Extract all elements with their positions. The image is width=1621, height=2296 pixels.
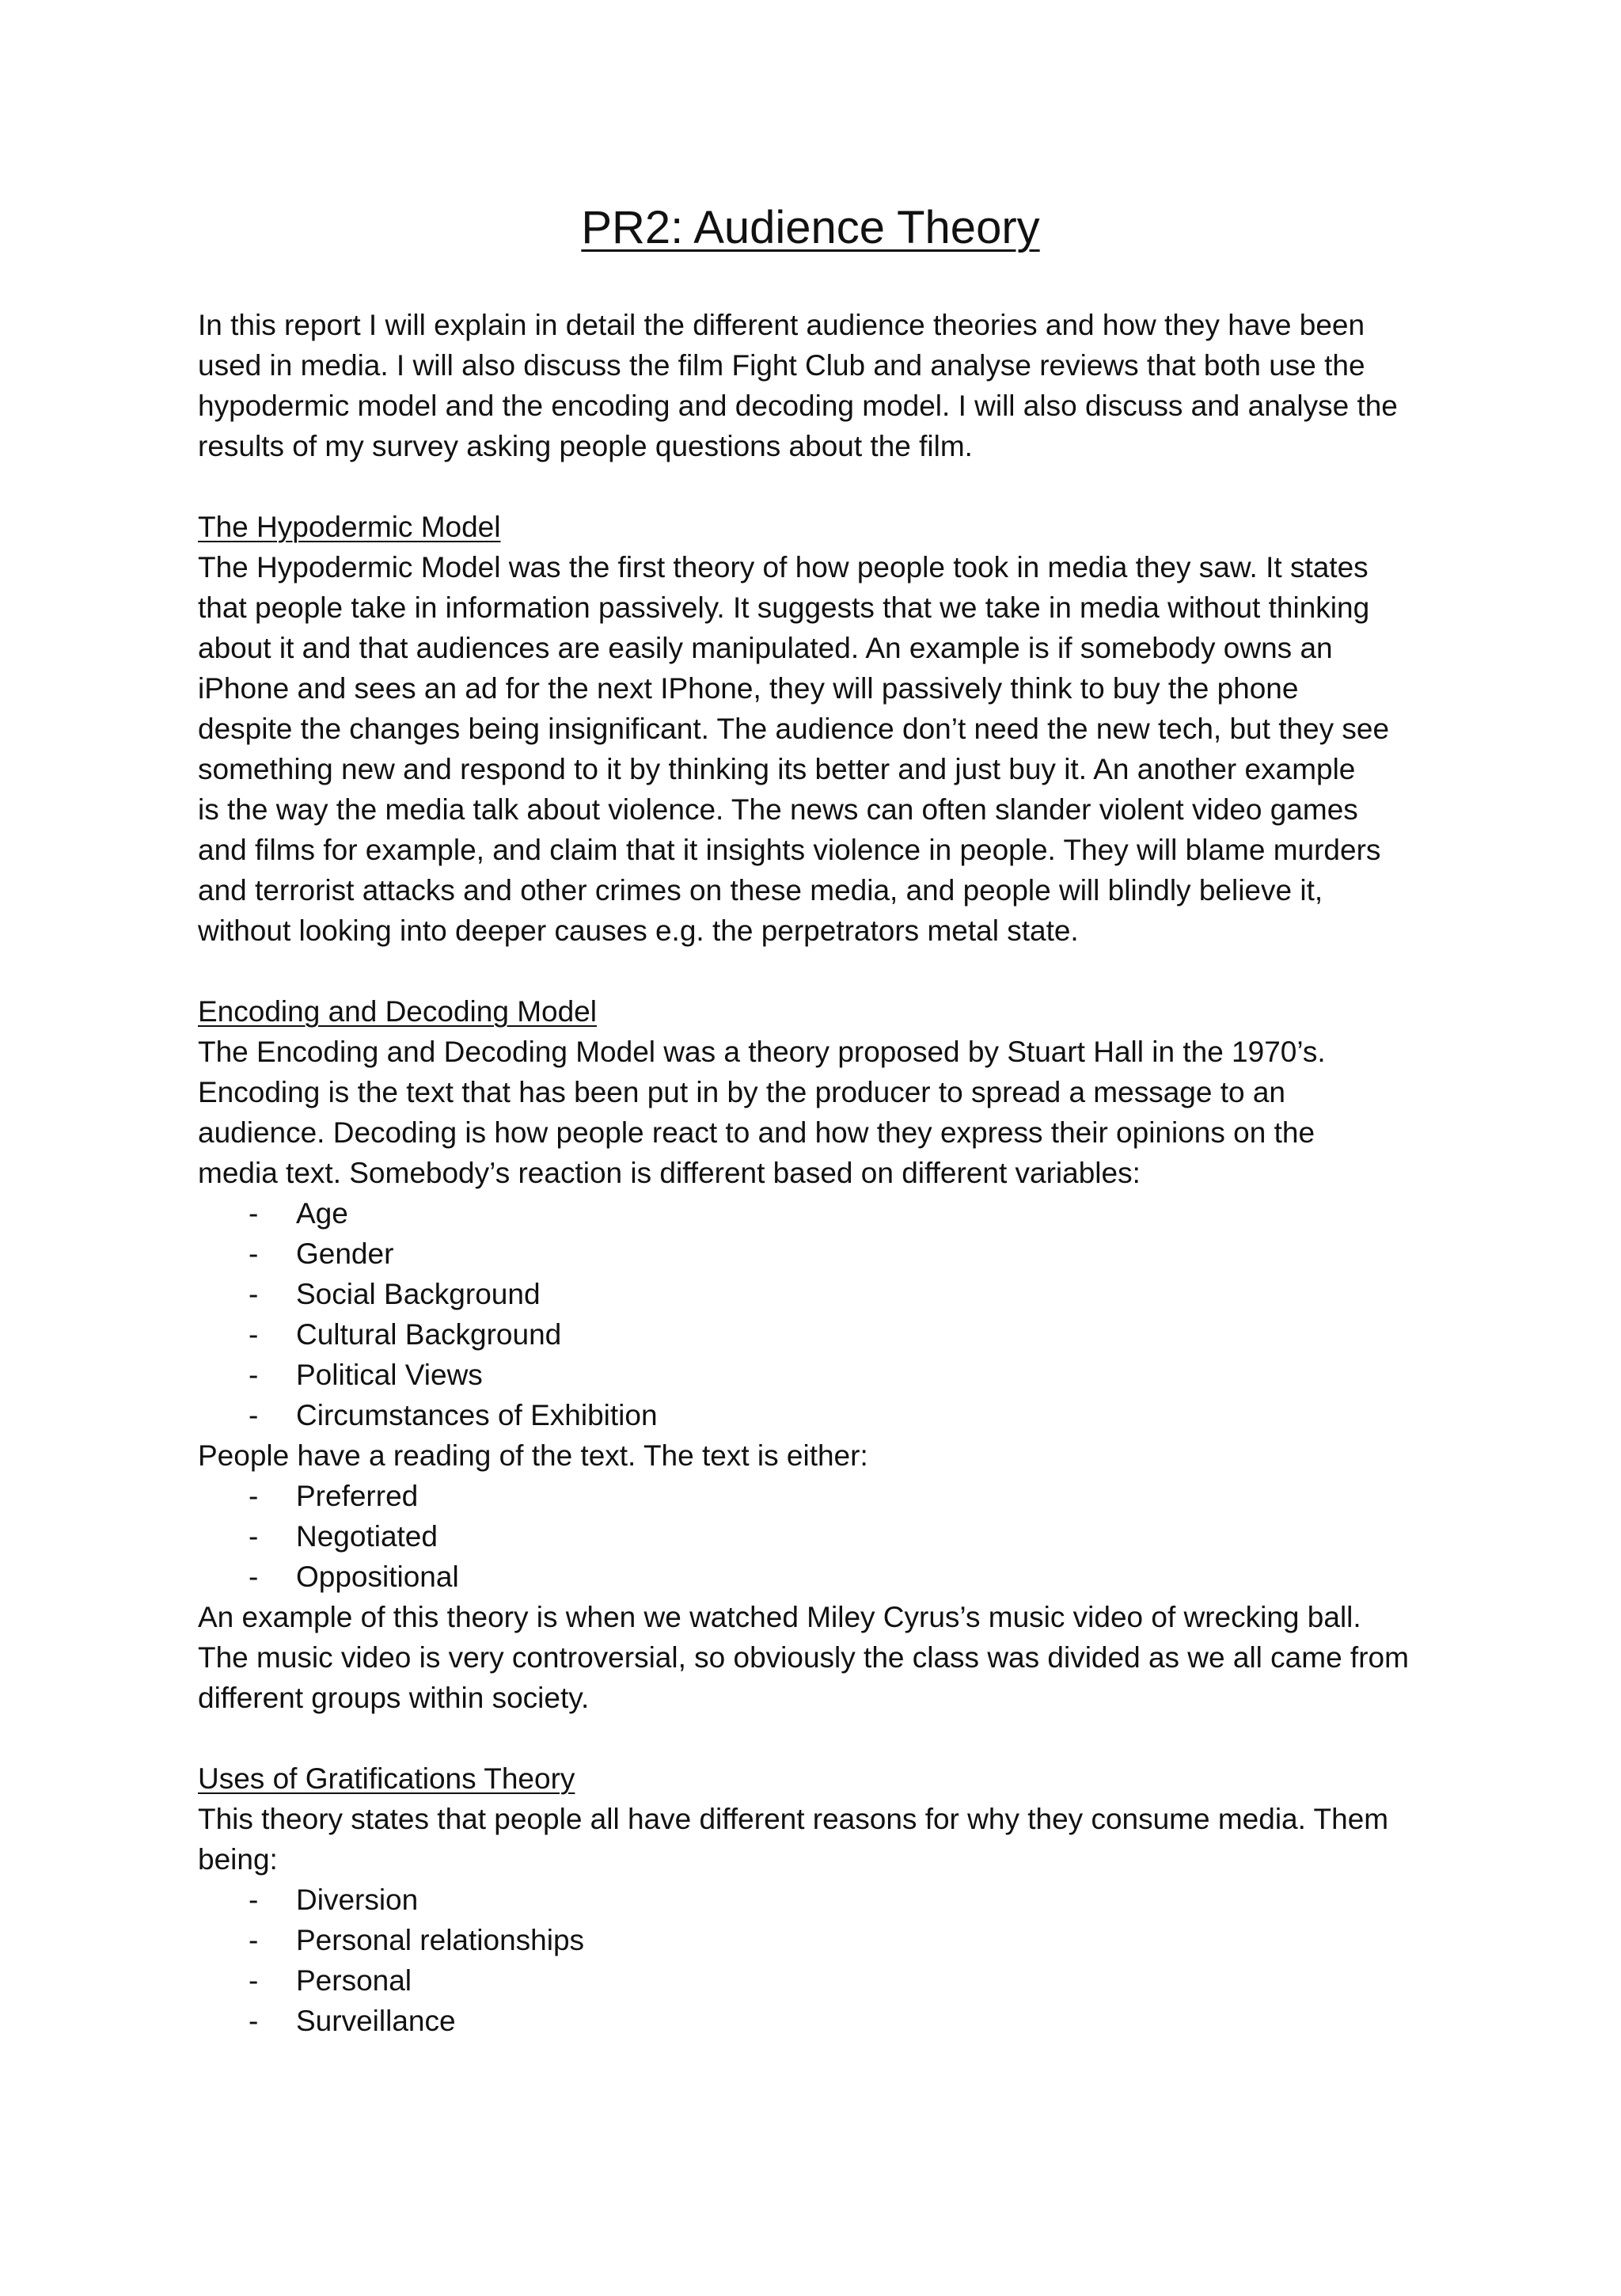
page-title: PR2: Audience Theory — [581, 202, 1040, 253]
text-line: media text. Somebody’s reaction is different based on different variables: — [198, 1157, 1141, 1189]
list-item — [198, 1476, 1441, 1516]
hypodermic-section — [198, 507, 1441, 951]
text-line: Encoding is the text that has been put in by the producer to spread a message to an — [198, 1076, 1286, 1108]
dash-marker: - — [249, 1399, 259, 1431]
list-item-label: Political Views — [296, 1359, 483, 1391]
dash-marker: - — [249, 1964, 259, 1997]
text-line: In this report I will explain in detail the different audience theories and how they have been — [198, 309, 1365, 341]
text-line: This theory states that people all have different reasons for why they consume media. Them — [198, 1803, 1389, 1835]
list-item-label: Social Background — [296, 1278, 541, 1310]
text-line: is the way the media talk about violence. The news can often slander violent video games — [198, 793, 1358, 826]
list-item — [198, 2001, 1441, 2041]
text-line: despite the changes being insignificant. The audience don’t need the new tech, but they see — [198, 713, 1390, 745]
text-line: iPhone and sees an ad for the next IPhone, they will passively think to buy the phone — [198, 672, 1299, 705]
text-line: something new and respond to it by thinking its better and just buy it. An another example — [198, 753, 1356, 785]
section-heading: Encoding and Decoding Model — [198, 995, 597, 1028]
dash-marker: - — [249, 1318, 259, 1351]
text-line: The Hypodermic Model was the first theory of how people took in media they saw. It states — [198, 551, 1369, 584]
text-line: used in media. I will also discuss the film Fight Club and analyse reviews that both use the — [198, 349, 1365, 382]
list-item-label: Negotiated — [296, 1520, 438, 1553]
list-item-label: Age — [296, 1197, 348, 1230]
list-item-label: Cultural Background — [296, 1318, 562, 1351]
list-item-label: Personal relationships — [296, 1924, 585, 1956]
section-heading: The Hypodermic Model — [198, 511, 501, 543]
text-line: An example of this theory is when we watched Miley Cyrus’s music video of wrecking ball. — [198, 1601, 1361, 1633]
dash-marker: - — [249, 1520, 259, 1553]
document-body — [198, 305, 1441, 2041]
list-item — [198, 1234, 1441, 1274]
list-item-label: Gender — [296, 1237, 394, 1270]
reasons-list — [198, 1880, 1441, 2041]
list-item — [198, 1516, 1441, 1557]
section-heading: Uses of Gratifications Theory — [198, 1762, 575, 1795]
dash-marker: - — [249, 1884, 259, 1916]
text-line: and films for example, and claim that it insights violence in people. They will blame murders — [198, 834, 1381, 866]
paragraph-spacer — [198, 466, 1441, 507]
dash-marker: - — [249, 1197, 259, 1230]
list-item — [198, 1274, 1441, 1314]
text-line: being: — [198, 1843, 278, 1876]
dash-marker: - — [249, 1237, 259, 1270]
dash-marker: - — [249, 2005, 259, 2037]
text-line: that people take in information passively. It suggests that we take in media without thinking — [198, 591, 1370, 624]
text-line: People have a reading of the text. The text is either: — [198, 1439, 868, 1472]
text-line: about it and that audiences are easily manipulated. An example is if somebody owns an — [198, 632, 1333, 664]
variables-list — [198, 1193, 1441, 1435]
readings-list — [198, 1476, 1441, 1597]
dash-marker: - — [249, 1359, 259, 1391]
list-item-label: Preferred — [296, 1480, 419, 1512]
list-item — [198, 1557, 1441, 1597]
text-line: without looking into deeper causes e.g. the perpetrators metal state. — [198, 914, 1079, 947]
text-line: and terrorist attacks and other crimes on these media, and people will blindly believe it, — [198, 874, 1323, 907]
text-line: The music video is very controversial, so obviously the class was divided as we all came from — [198, 1641, 1409, 1674]
list-item-label: Surveillance — [296, 2005, 456, 2037]
text-line: audience. Decoding is how people react to and how they express their opinions on the — [198, 1116, 1315, 1149]
list-item — [198, 1920, 1441, 1960]
gratifications-section — [198, 1758, 1441, 2041]
encoding-section — [198, 991, 1441, 1718]
dash-marker: - — [249, 1480, 259, 1512]
list-item — [198, 1355, 1441, 1395]
dash-marker: - — [249, 1924, 259, 1956]
dash-marker: - — [249, 1278, 259, 1310]
list-item-label: Personal — [296, 1964, 412, 1997]
paragraph-spacer — [198, 951, 1441, 991]
intro-paragraph — [198, 305, 1441, 466]
text-line: hypodermic model and the encoding and decoding model. I will also discuss and analyse the — [198, 390, 1398, 422]
list-item-label: Oppositional — [296, 1560, 459, 1593]
list-item — [198, 1314, 1441, 1355]
dash-marker: - — [249, 1560, 259, 1593]
text-line: results of my survey asking people questions about the film. — [198, 430, 973, 462]
text-line: The Encoding and Decoding Model was a theory proposed by Stuart Hall in the 1970’s. — [198, 1036, 1326, 1068]
paragraph-spacer — [198, 1718, 1441, 1758]
list-item — [198, 1193, 1441, 1234]
list-item-label: Circumstances of Exhibition — [296, 1399, 658, 1431]
list-item — [198, 1960, 1441, 2001]
text-line: different groups within society. — [198, 1682, 590, 1714]
list-item-label: Diversion — [296, 1884, 419, 1916]
list-item — [198, 1880, 1441, 1920]
list-item — [198, 1395, 1441, 1435]
